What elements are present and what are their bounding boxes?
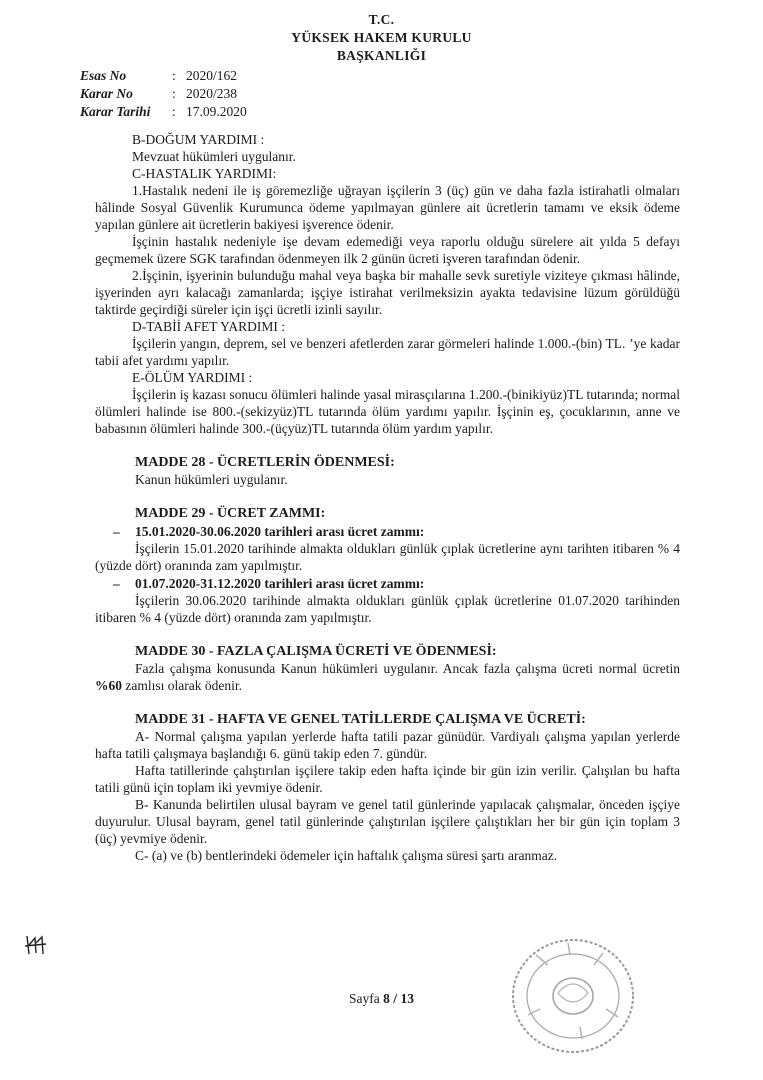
article-30-text [95, 660, 680, 694]
section-b-text: Mevzuat hükümleri uygulanır. [132, 149, 296, 164]
document-header [0, 11, 763, 65]
section-c-title: C-HASTALIK YARDIMI: [132, 166, 277, 181]
section-c-paragraph-3: 2.İşçinin, işyerinin bulunduğu mahal veya başka bir mahalle sevk suretiyle viziteye çıkması hâlinde, işyerinden ayrı kalacağı zamanlarda; işçiye istirahat verilmeksizin ayakta tedavisine lüzum görüldüğü taktirde geçirdiği süreler için işçi ücretli izinli sayılır. [95, 268, 680, 317]
article-29-item-1-title: 15.01.2020-30.06.2020 tarihleri arası ücret zammı: [135, 524, 425, 539]
meta-label: Esas No [80, 68, 127, 83]
page-number [0, 991, 763, 1007]
header-line-office: BAŞKANLIĞI [336, 48, 427, 63]
page-number-separator: / [389, 991, 401, 1006]
meta-separator: : [172, 104, 176, 119]
meta-value: 2020/238 [186, 86, 238, 101]
header-line-institution: YÜKSEK HAKEM KURULU [291, 30, 472, 45]
section-c-paragraph-2: İşçinin hastalık nedeniyle işe devam edemediği veya raporlu olduğu sürelere ait yılda 5 defayı geçmemek üzere SGK tarafından ödenmeyen ilk 2 günün ücreti işveren tarafından ödenir. [95, 234, 680, 266]
article-28-text: Kanun hükümleri uygulanır. [135, 472, 288, 487]
article-31-title: MADDE 31 - HAFTA VE GENEL TATİLLERDE ÇALIŞMA VE ÜCRETİ: [135, 712, 586, 727]
meta-row-karar [80, 85, 247, 103]
article-31-item-c: C- (a) ve (b) bentlerindeki ödemeler için haftalık çalışma süresi şartı aranmaz. [135, 848, 558, 863]
header-line-tc: T.C. [368, 12, 395, 27]
meta-separator: : [172, 68, 176, 83]
article-29-title: MADDE 29 - ÜCRET ZAMMI: [135, 506, 326, 521]
article-31-item-b: B- Kanunda belirtilen ulusal bayram ve genel tatil günlerinde yapılacak çalışmalar, önceden işçiye duyurulur. Ulusal bayram, genel tatil günlerinde çalıştırılan işçilere çalıştıkları her bir gün için toplam 3 (üç) yevmiye ödenir. [95, 797, 680, 846]
dash-bullet: – [113, 576, 120, 591]
article-29-item-1-heading [95, 523, 680, 540]
article-31-item-a2: Hafta tatillerinde çalıştırılan işçilere takip eden hafta içinde bir gün izin verilir. Çalışılan bu hafta tatili günü için toplam iki yevmiye ödenir. [95, 763, 680, 795]
handwritten-initials [24, 934, 48, 956]
meta-row-karar-tarihi [80, 103, 247, 121]
section-c-paragraph-1: 1.Hastalık nedeni ile iş göremezliğe uğrayan işçilerin 3 (üç) gün ve daha fazla istirahatli olmaları hâlinde Sosyal Güvenlik Kurumunca ödeme yapılmayan günlere ait ücretlerin tamamı ve eksik ödeme yapılan günlere ait ücretlerin bakiyesi işverence ödenir. [95, 183, 680, 232]
page-number-total: 13 [400, 991, 414, 1006]
article-30-text-a: Fazla çalışma konusunda Kanun hükümleri uygulanır. Ancak fazla çalışma ücreti normal ücretin [135, 661, 680, 676]
section-b-title: B-DOĞUM YARDIMI : [132, 132, 265, 147]
section-d-text: İşçilerin yangın, deprem, sel ve benzeri afetlerden zarar görmeleri halinde 1.000.-(bin) TL. ’ye kadar tabii afet yardımı yapılır. [95, 336, 680, 368]
document-body [95, 131, 680, 864]
article-30-title: MADDE 30 - FAZLA ÇALIŞMA ÜCRETİ VE ÖDENMESİ: [135, 644, 497, 659]
meta-separator: : [172, 86, 176, 101]
meta-row-esas [80, 67, 247, 85]
article-31-item-a: A- Normal çalışma yapılan yerlerde hafta tatili pazar günüdür. Vardiyalı çalışma yapılan yerlerde hafta tatili çalışmaya başlandığı 6. günü takip eden 7. gündür. [95, 729, 680, 761]
article-29-item-2-heading [95, 575, 680, 592]
section-e-text: İşçilerin iş kazası sonucu ölümleri halinde yasal mirasçılarına 1.200.-(binikiyüz)TL tutarında; normal ölümleri halinde ise 800.-(sekizyüz)TL tutarında ölüm yardımı yapılır. İşçinin eş, çocuklarının, anne ve babasının ölümleri halinde 300.-(üçyüz)TL tutarında ölüm yardım yapılır. [95, 387, 680, 436]
meta-value: 17.09.2020 [186, 104, 247, 119]
article-30-rate: %60 [95, 678, 122, 693]
meta-label: Karar Tarihi [80, 104, 151, 119]
article-28-title: MADDE 28 - ÜCRETLERİN ÖDENMESİ: [135, 455, 395, 470]
case-metadata [80, 67, 247, 121]
article-30-text-b: zamlısı olarak ödenir. [122, 678, 242, 693]
meta-value: 2020/162 [186, 68, 238, 83]
article-29-item-2-text: İşçilerin 30.06.2020 tarihinde almakta oldukları günlük çıplak ücretlerine 01.07.2020 tarihinden itibaren % 4 (yüzde dört) oranında zam yapılmıştır. [95, 593, 680, 625]
article-29-item-1-text: İşçilerin 15.01.2020 tarihinde almakta oldukları günlük çıplak ücretlerine aynı tarihten itibaren % 4 (yüzde dört) oranında zam yapılmıştır. [95, 541, 680, 573]
page-number-prefix: Sayfa [349, 991, 384, 1006]
page-number-current: 8 [383, 991, 390, 1006]
section-e-title: E-ÖLÜM YARDIMI : [132, 370, 253, 385]
section-d-title: D-TABİİ AFET YARDIMI : [132, 319, 286, 334]
article-29-item-2-title: 01.07.2020-31.12.2020 tarihleri arası ücret zammı: [135, 576, 425, 591]
dash-bullet: – [113, 524, 120, 539]
meta-label: Karar No [80, 86, 133, 101]
